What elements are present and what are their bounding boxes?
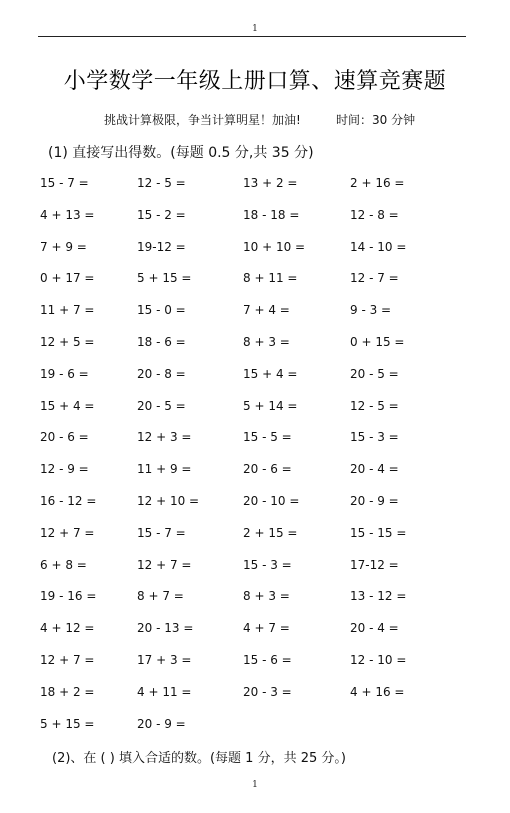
arithmetic-problem: 15 - 5 = (243, 430, 292, 444)
arithmetic-problem: 20 - 3 = (243, 685, 292, 699)
arithmetic-problem: 11 + 9 = (137, 462, 192, 476)
arithmetic-problem: 19 - 16 = (40, 589, 97, 603)
arithmetic-problem: 15 - 7 = (40, 176, 89, 190)
arithmetic-problem: 0 + 17 = (40, 271, 95, 285)
arithmetic-problem: 12 + 5 = (40, 335, 95, 349)
arithmetic-problem: 8 + 11 = (243, 271, 298, 285)
arithmetic-problem: 11 + 7 = (40, 303, 95, 317)
arithmetic-problem: 15 - 3 = (350, 430, 399, 444)
arithmetic-problem: 20 - 13 = (137, 621, 194, 635)
arithmetic-problem: 20 - 4 = (350, 621, 399, 635)
arithmetic-problem: 4 + 12 = (40, 621, 95, 635)
page-title: 小学数学一年级上册口算、速算竞赛题 (63, 69, 447, 94)
arithmetic-problem: 17-12 = (350, 558, 399, 572)
arithmetic-problem: 12 - 8 = (350, 208, 399, 222)
arithmetic-problem: 9 - 3 = (350, 303, 392, 317)
arithmetic-problem: 20 - 4 = (350, 462, 399, 476)
arithmetic-problem: 20 - 9 = (137, 717, 186, 731)
arithmetic-problem: 7 + 4 = (243, 303, 290, 317)
section-1-heading: (1) 直接写出得数。(每题 0.5 分,共 35 分) (48, 145, 314, 161)
arithmetic-problem: 12 - 7 = (350, 271, 399, 285)
arithmetic-problem: 2 + 15 = (243, 526, 298, 540)
arithmetic-problem: 13 + 2 = (243, 176, 298, 190)
arithmetic-problem: 10 + 10 = (243, 240, 306, 254)
footer-page-number: 1 (252, 780, 258, 790)
arithmetic-problem: 16 - 12 = (40, 494, 97, 508)
arithmetic-problem: 8 + 3 = (243, 335, 290, 349)
arithmetic-problem: 12 + 7 = (40, 526, 95, 540)
section-2-heading: (2)、在 ( ) 填入合适的数。(每题 1 分，共 25 分。) (52, 751, 346, 766)
arithmetic-problem: 14 - 10 = (350, 240, 407, 254)
arithmetic-problem: 15 + 4 = (40, 399, 95, 413)
arithmetic-problem: 20 - 5 = (350, 367, 399, 381)
arithmetic-problem: 20 - 6 = (40, 430, 89, 444)
arithmetic-problem: 18 - 6 = (137, 335, 186, 349)
arithmetic-problem: 12 - 5 = (137, 176, 186, 190)
arithmetic-problem: 0 + 15 = (350, 335, 405, 349)
arithmetic-problem: 2 + 16 = (350, 176, 405, 190)
arithmetic-problem: 6 + 8 = (40, 558, 87, 572)
arithmetic-problem: 19 - 6 = (40, 367, 89, 381)
arithmetic-problem: 17 + 3 = (137, 653, 192, 667)
arithmetic-problem: 15 - 3 = (243, 558, 292, 572)
arithmetic-problem: 20 - 10 = (243, 494, 300, 508)
arithmetic-problem: 15 - 15 = (350, 526, 407, 540)
arithmetic-problem: 18 - 18 = (243, 208, 300, 222)
arithmetic-problem: 15 - 6 = (243, 653, 292, 667)
arithmetic-problem: 15 + 4 = (243, 367, 298, 381)
arithmetic-problem: 20 - 6 = (243, 462, 292, 476)
arithmetic-problem: 4 + 11 = (137, 685, 192, 699)
arithmetic-problem: 12 - 9 = (40, 462, 89, 476)
arithmetic-problem: 12 + 7 = (137, 558, 192, 572)
arithmetic-problem: 15 - 0 = (137, 303, 186, 317)
arithmetic-problem: 12 + 3 = (137, 430, 192, 444)
arithmetic-problem: 5 + 15 = (137, 271, 192, 285)
header-divider (38, 36, 466, 37)
arithmetic-problem: 12 + 10 = (137, 494, 200, 508)
arithmetic-problem: 19-12 = (137, 240, 186, 254)
arithmetic-problem: 20 - 9 = (350, 494, 399, 508)
arithmetic-problem: 20 - 8 = (137, 367, 186, 381)
header-page-number: 1 (252, 24, 258, 34)
arithmetic-problem: 4 + 13 = (40, 208, 95, 222)
arithmetic-problem: 4 + 7 = (243, 621, 290, 635)
arithmetic-problem: 8 + 7 = (137, 589, 184, 603)
arithmetic-problem: 8 + 3 = (243, 589, 290, 603)
subtitle-time: 时间：30 分钟 (336, 113, 416, 127)
arithmetic-problem: 15 - 2 = (137, 208, 186, 222)
arithmetic-problem: 12 - 10 = (350, 653, 407, 667)
subtitle-slogan: 挑战计算极限，争当计算明星！加油! (104, 113, 301, 127)
arithmetic-problem: 15 - 7 = (137, 526, 186, 540)
arithmetic-problem: 12 - 5 = (350, 399, 399, 413)
arithmetic-problem: 13 - 12 = (350, 589, 407, 603)
arithmetic-problem: 12 + 7 = (40, 653, 95, 667)
arithmetic-problem: 5 + 14 = (243, 399, 298, 413)
arithmetic-problem: 5 + 15 = (40, 717, 95, 731)
arithmetic-problem: 7 + 9 = (40, 240, 87, 254)
arithmetic-problem: 18 + 2 = (40, 685, 95, 699)
arithmetic-problem: 20 - 5 = (137, 399, 186, 413)
arithmetic-problem: 4 + 16 = (350, 685, 405, 699)
